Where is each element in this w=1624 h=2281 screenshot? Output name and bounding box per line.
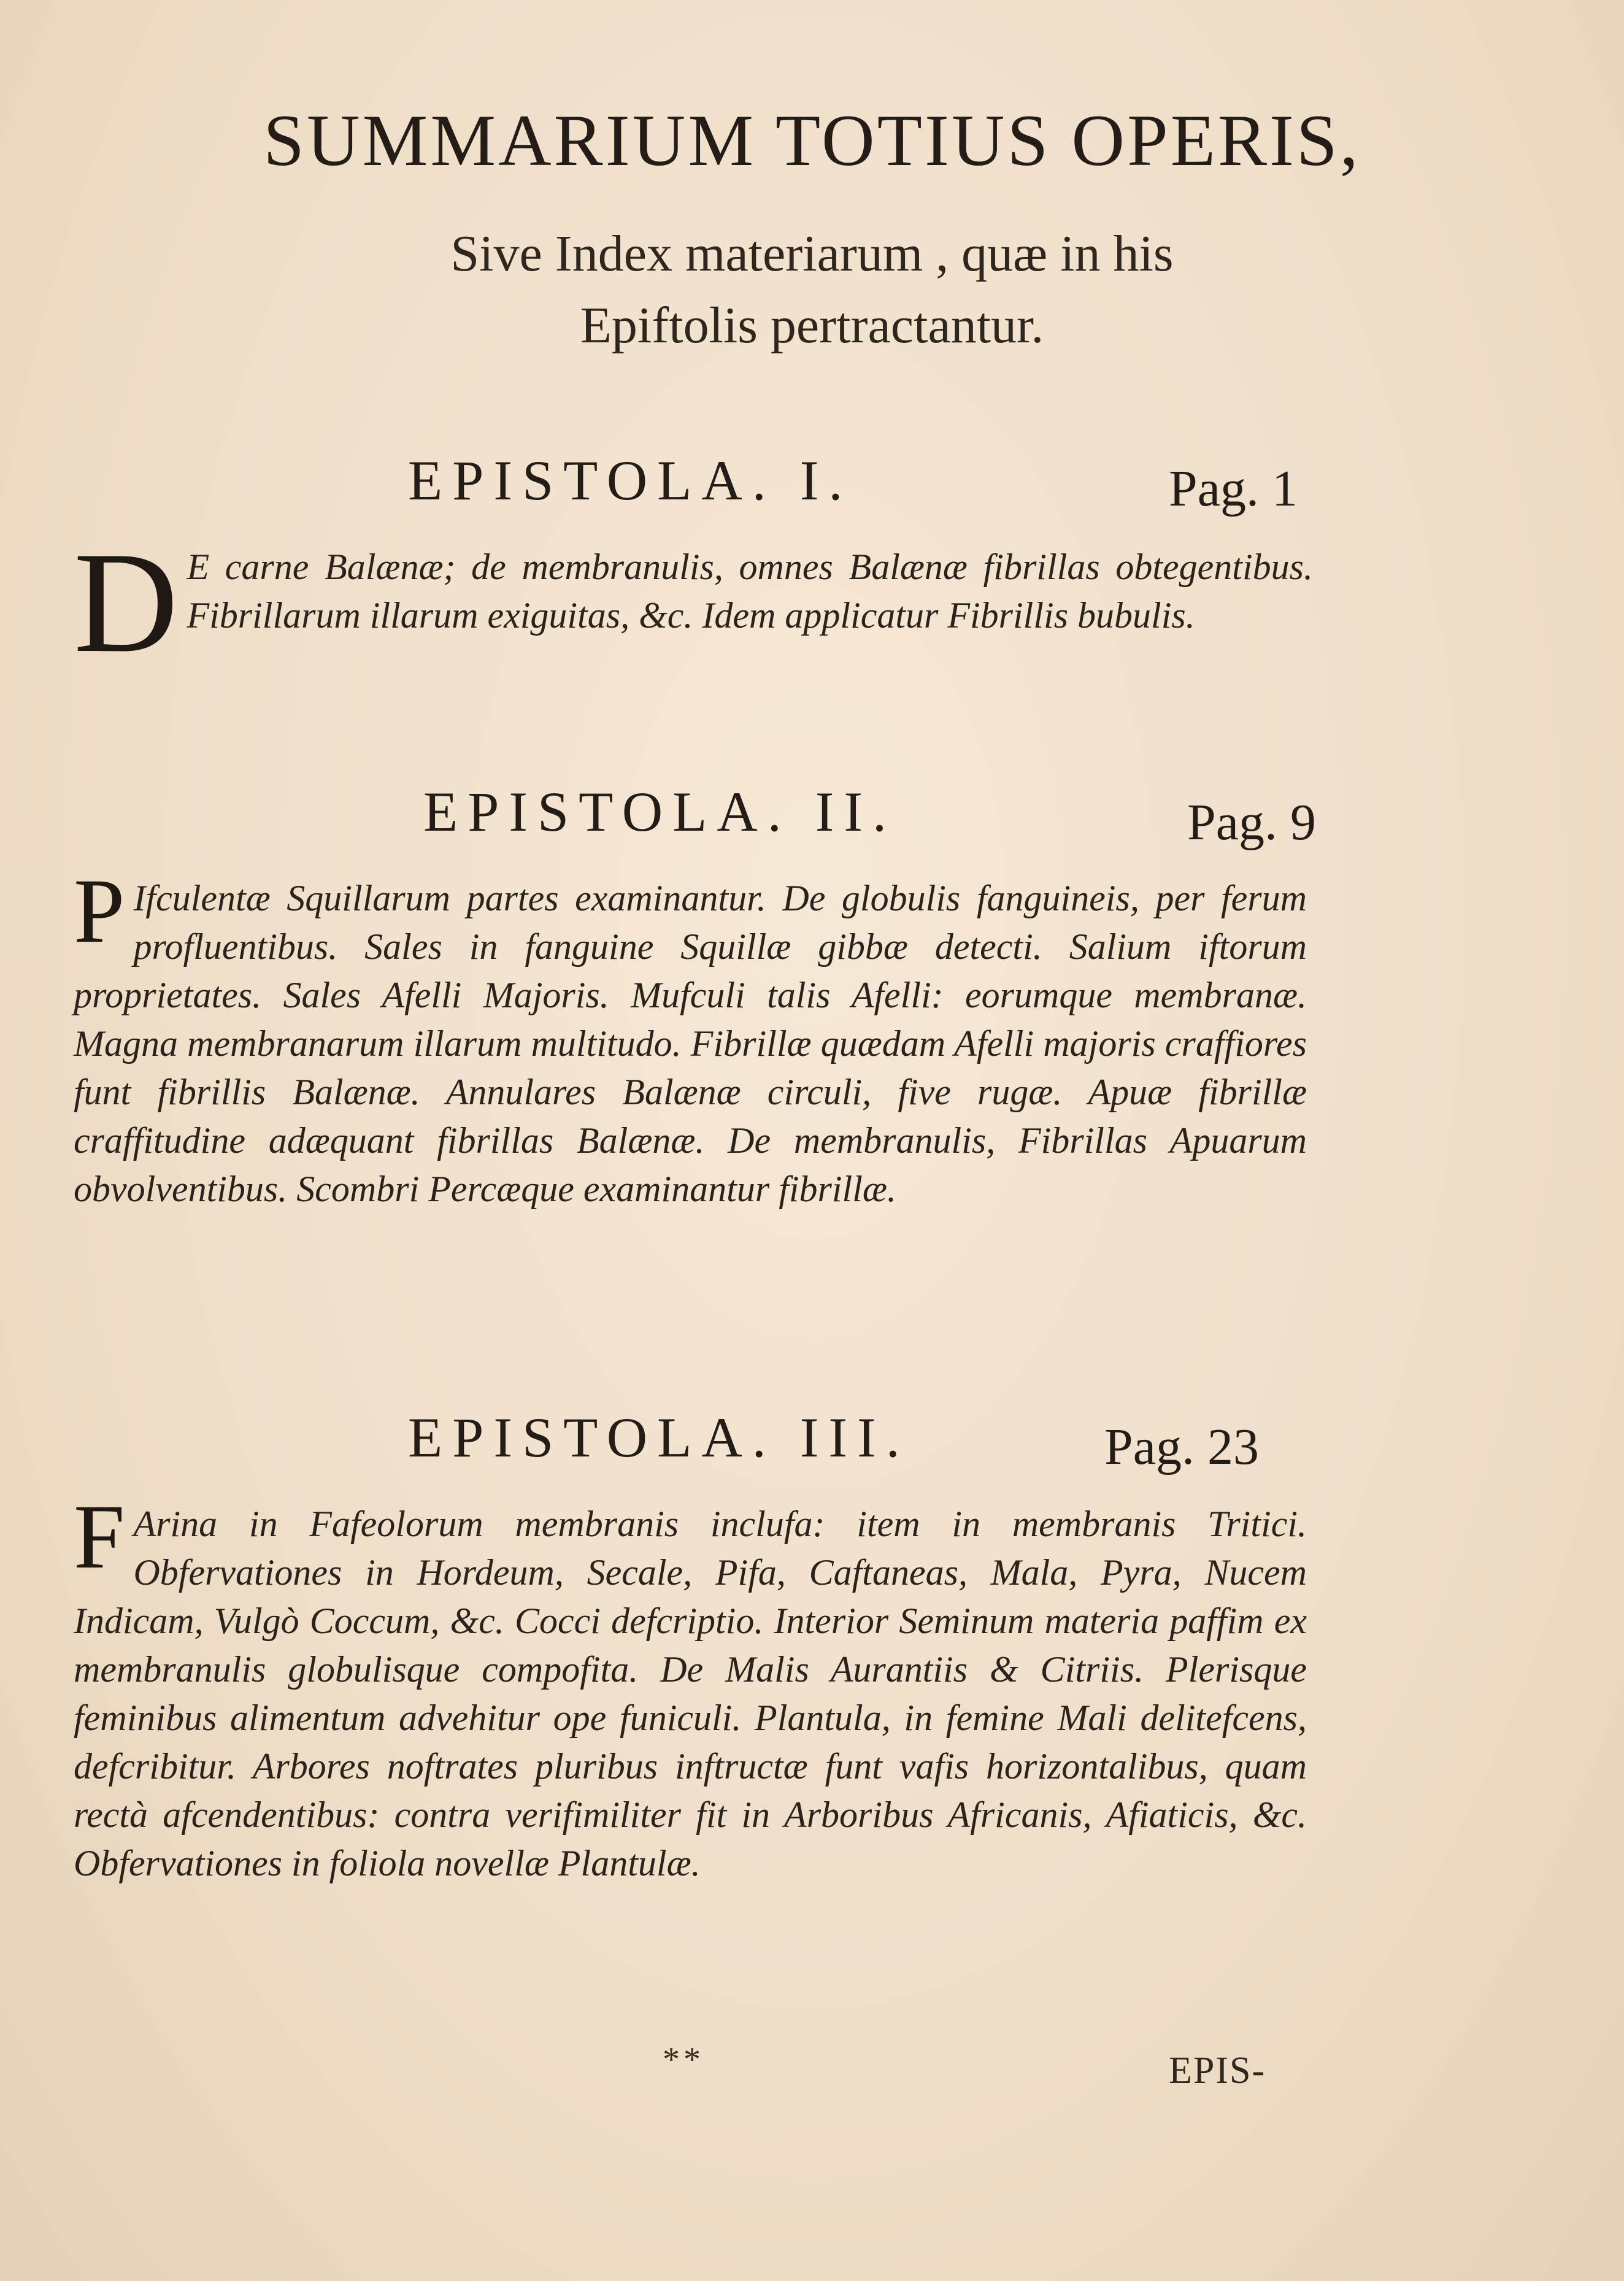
epistola-3-heading xyxy=(0,1405,1624,1475)
epistola-1-text: E carne Balænæ; de membranulis, omnes Balænæ fibrillas obtegentibus. Fibrillarum illarum exiguitas, &c. Idem applicatur Fibrillis bubulis. xyxy=(187,547,1313,636)
epistola-2-page-ref: Pag. 9 xyxy=(1187,794,1316,851)
epistola-1-page-ref: Pag. 1 xyxy=(1169,460,1298,517)
epistola-2-heading xyxy=(0,779,1624,851)
catchword: EPIS- xyxy=(1169,2050,1266,2091)
epistola-3-page-ref: Pag. 23 xyxy=(1104,1418,1259,1475)
epistola-3-dropcap: F xyxy=(74,1486,125,1588)
epistola-1-dropcap: D xyxy=(74,523,179,683)
epistola-3-label: EPISTOLA. III. xyxy=(408,1406,910,1469)
subtitle-line-1: Sive Index materiarum , quæ in his xyxy=(450,225,1174,282)
signature-mark: ** xyxy=(663,2041,704,2079)
epistola-3-summary xyxy=(74,1486,1307,1888)
epistola-1-heading xyxy=(0,448,1624,515)
epistola-2-summary xyxy=(74,860,1307,1214)
subtitle-line-2: Epiftolis pertractantur. xyxy=(580,297,1044,354)
epistola-2-text: Ifculentæ Squillarum partes examinantur. De globulis fanguineis, per ferum profluentibus. Sales in fanguine Squillæ gibbæ detecti. Salium iftorum proprietates. Sales Afelli Majoris. Mufculi talis Afelli: eorumque membranæ. Magna membranarum illarum multitudo. Fibrillæ quædam Afelli majoris craffiores funt fibrillis Balænæ. Annulares Balænæ circuli, five rugæ. Apuæ fibrillæ craffitudine adæquant fibrillas Balænæ. De membranulis, Fibrillas Apuarum obvolventibus. Scombri Percæque examinantur fibrillæ. xyxy=(74,878,1307,1209)
epistola-1-summary xyxy=(74,523,1313,683)
epistola-1-label: EPISTOLA. I. xyxy=(408,449,853,512)
epistola-2-dropcap: P xyxy=(74,860,125,962)
epistola-2-label: EPISTOLA. II. xyxy=(423,780,897,843)
epistola-3-text: Arina in Fafeolorum membranis inclufa: item in membranis Tritici. Obfervationes in Hordeum, Secale, Pifa, Caftaneas, Mala, Pyra, Nucem Indicam, Vulgò Coccum, &c. Cocci defcriptio. Interior Seminum materia paffim ex membranulis globulisque compofita. De Malis Aurantiis & Citriis. Plerisque feminibus alimentum advehitur ope funiculi. Plantula, in femine Mali delitefcens, defcribitur. Arbores noftrates pluribus inftructæ funt vafis horizontalibus, quam rectà afcendentibus: contra verifimiliter fit in Arboribus Africanis, Afiaticis, &c. Obfervationes in foliola novellæ Plantulæ. xyxy=(74,1504,1307,1883)
page-title: SUMMARIUM TOTIUS OPERIS, xyxy=(263,99,1361,181)
